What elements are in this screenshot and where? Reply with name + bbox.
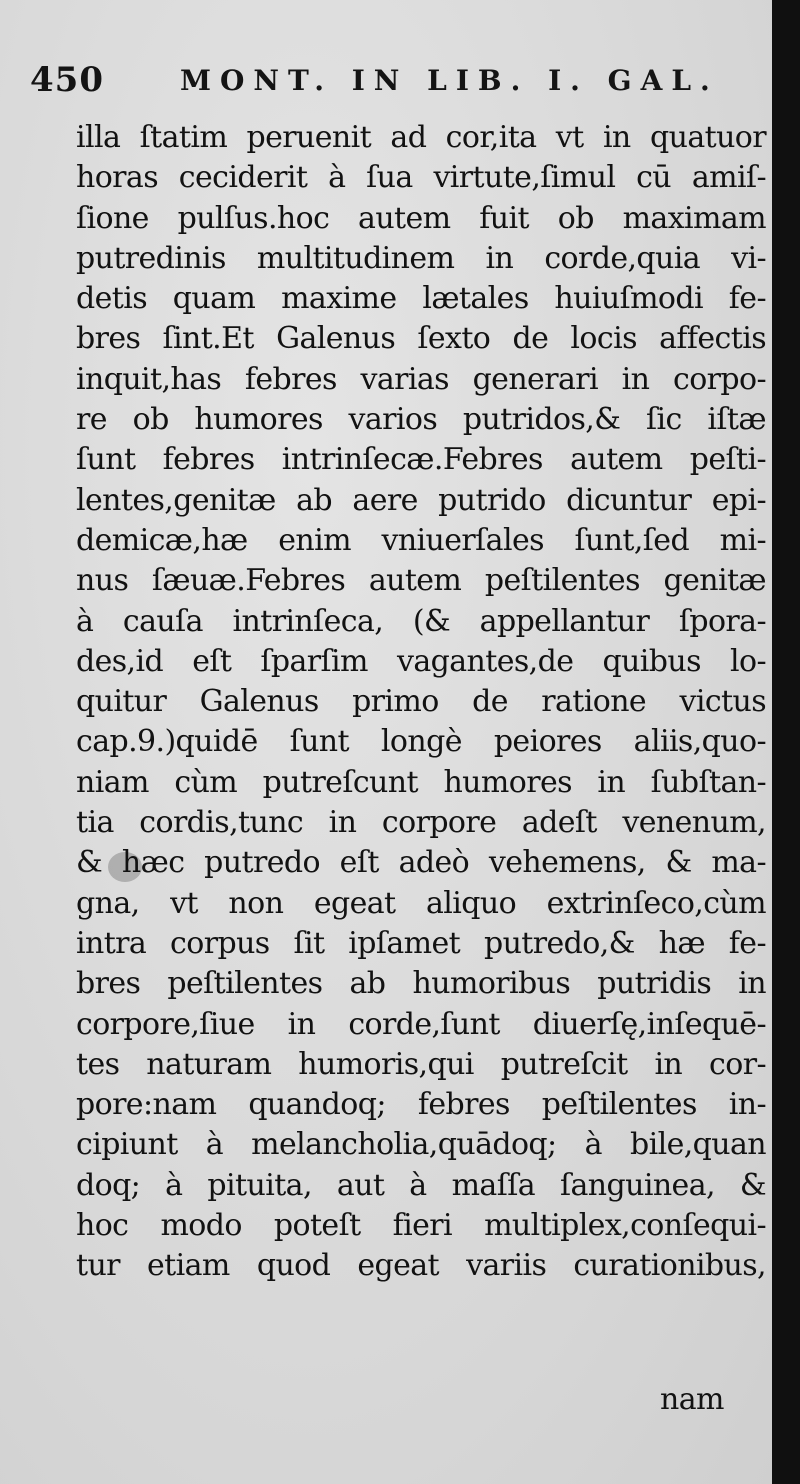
text-line: à cauſa intrinſeca, (& appellantur ſpora- [76, 603, 766, 639]
text-line: bres ſint.Et Galenus ſexto de locis affectis [76, 321, 766, 357]
text-line: bres peſtilentes ab humoribus putridis in [76, 966, 766, 1002]
text-line: pore:nam quandoq; febres peſtilentes in- [76, 1087, 766, 1123]
text-line: des,id eſt ſparſim vagantes,de quibus lo- [76, 643, 766, 679]
page-header [30, 60, 730, 110]
text-line: & hæc putredo eſt adeò vehemens, & ma- [76, 845, 766, 881]
text-line: corpore,ſiue in corde,ſunt diuerſę,inſequē- [76, 1006, 766, 1042]
text-line: nus ſæuæ.Febres autem peſtilentes genitæ [76, 563, 766, 599]
text-line: detis quam maxime lætales huiuſmodi fe- [76, 281, 766, 317]
text-line: inquit,has febres varias generari in corpo- [76, 361, 766, 397]
text-line: demicæ,hæ enim vniuerſales ſunt,ſed mi- [76, 522, 766, 558]
text-line: quitur Galenus primo de ratione victus [76, 684, 766, 720]
text-line: ſione pulſus.hoc autem fuit ob maximam [76, 200, 766, 236]
text-line: gna, vt non egeat aliquo extrinſeco,cùm [76, 885, 766, 921]
text-line: tes naturam humoris,qui putreſcit in cor- [76, 1046, 766, 1082]
body-text [76, 118, 766, 1287]
text-line: lentes,genitæ ab aere putrido dicuntur epi- [76, 482, 766, 518]
text-line: cipiunt à melancholia,quādoq; à bile,quan [76, 1127, 766, 1163]
catchword: nam [660, 1382, 724, 1417]
text-line: hoc modo poteſt fieri multiplex,conſequi- [76, 1208, 766, 1244]
page-edge-shadow [772, 0, 800, 1484]
text-line: horas ceciderit à ſua virtute,ſimul cū amiſ- [76, 160, 766, 196]
text-line: niam cùm putreſcunt humores in ſubſtan- [76, 764, 766, 800]
text-line: cap.9.)quidē ſunt longè peiores aliis,quo- [76, 724, 766, 760]
text-line: intra corpus ſit ipſamet putredo,& hæ fe- [76, 925, 766, 961]
text-line: ſunt febres intrinſecæ.Febres autem peſti- [76, 442, 766, 478]
page-number: 450 [30, 60, 104, 100]
text-line: re ob humores varios putridos,& ſic iſtæ [76, 402, 766, 438]
text-line: tia cordis,tunc in corpore adeſt venenum, [76, 805, 766, 841]
text-line: tur etiam quod egeat variis curationibus, [76, 1248, 766, 1284]
text-line: doq; à pituita, aut à maſſa ſanguinea, & [76, 1167, 766, 1203]
text-line: putredinis multitudinem in corde,quia vi- [76, 240, 766, 276]
text-line: illa ſtatim peruenit ad cor,ita vt in quatuor [76, 120, 766, 155]
running-head: MONT. IN LIB. I. GAL. [180, 64, 719, 97]
